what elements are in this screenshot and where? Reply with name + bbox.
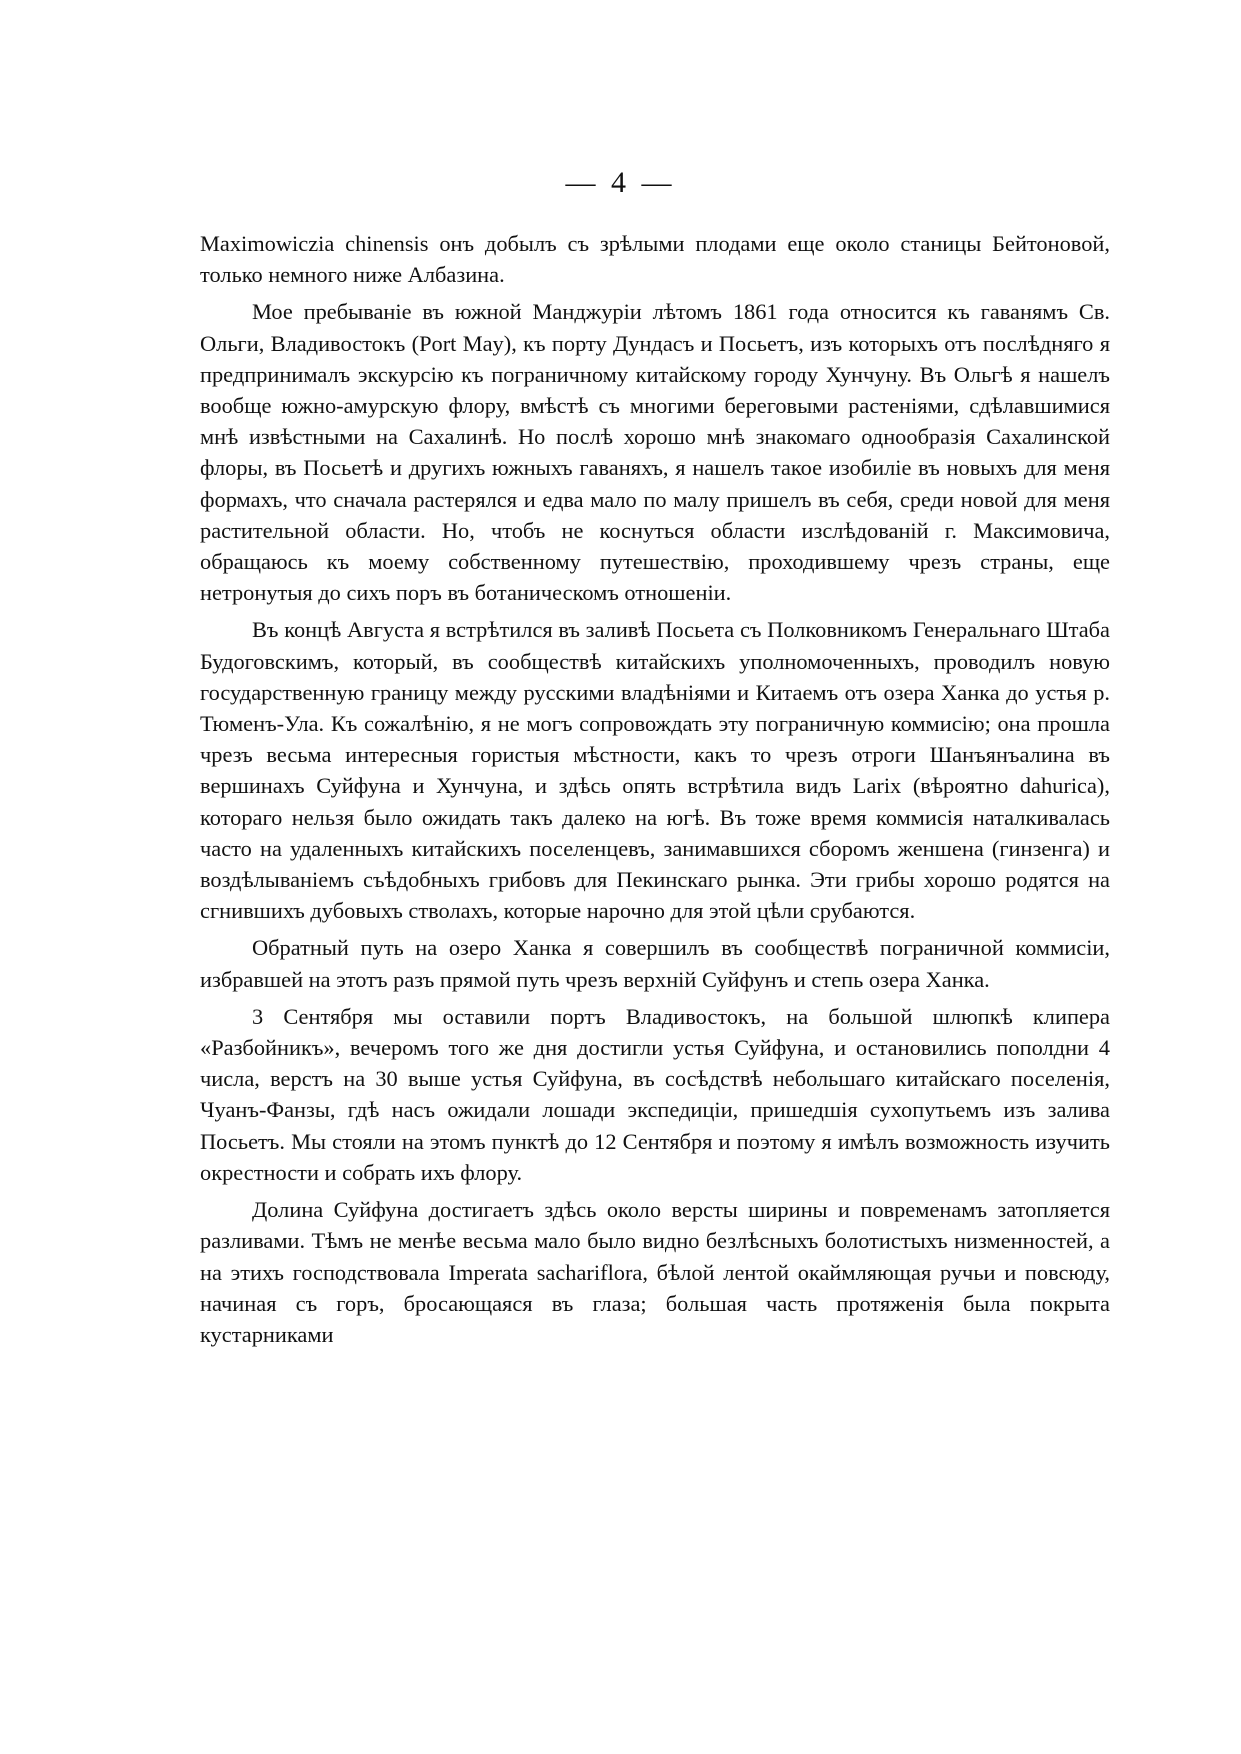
paragraph-2: Мое пребываніе въ южной Манджуріи лѣтомъ 1861 года относится къ гаванямъ Св. Ольги, Владивостокъ (Port May), къ порту Дундасъ и Посьетъ, изъ которыхъ отъ послѣдняго я предпринималъ экскурсію къ пограничному китайскому городу Хунчуну. Въ Ольгѣ я нашелъ вообще южно-амурскую флору, вмѣстѣ съ многими береговыми растеніями, сдѣлавшимися мнѣ извѣстными на Сахалинѣ. Но послѣ хорошо мнѣ знакомаго однообразія Сахалинской флоры, въ Посьетѣ и другихъ южныхъ гаваняхъ, я нашелъ такое изобиліе въ новыхъ для меня формахъ, что сначала растерялся и едва мало по малу пришелъ въ себя, среди новой для меня растительной области. Но, чтобъ не коснуться области изслѣдованій г. Максимовича, обращаюсь къ моему собственному путешествію, проходившему чрезъ страны, еще нетронутыя до сихъ поръ въ ботаническомъ отношеніи. bbox=[200, 299, 1110, 606]
paragraph-4: Обратный путь на озеро Ханка я совершилъ въ сообществѣ пограничной коммисіи, избравшей на этотъ разъ прямой путь чрезъ верхній Суйфунъ и степь озера Ханка. bbox=[200, 935, 1110, 992]
paragraph-1: Maximowiczia chinensis онъ добылъ съ зрѣлыми плодами еще около станицы Бейтоновой, только немного ниже Албазина. bbox=[200, 231, 1110, 288]
paragraph-6: Долина Суйфуна достигаетъ здѣсь около версты ширины и повременамъ затопляется разливами. Тѣмъ не менѣе весьма мало было видно безлѣсныхъ болотистыхъ низменностей, а на этихъ господствовала Imperata sachariflora, бѣлой лентой окаймляющая ручьи и повсюду, начиная съ горъ, бросающаяся въ глаза; большая часть протяженія была покрыта кустарниками bbox=[200, 1197, 1110, 1347]
paragraph-5: 3 Сентября мы оставили портъ Владивостокъ, на большой шлюпкѣ клипера «Разбойникъ», вечеромъ того же дня достигли устья Суйфуна, и остановились пополдни 4 числа, верстъ на 30 выше устья Суйфуна, въ сосѣдствѣ небольшаго китайскаго поселенія, Чуанъ-Фанзы, гдѣ насъ ожидали лошади экспедиціи, пришедшія сухопутьемъ изъ залива Посьетъ. Мы стояли на этомъ пунктѣ до 12 Сентября и поэтому я имѣлъ возможность изучить окрестности и собрать ихъ флору. bbox=[200, 1003, 1110, 1185]
paragraph-3: Въ концѣ Августа я встрѣтился въ заливѣ Посьета съ Полковникомъ Генеральнаго Штаба Будоговскимъ, который, въ сообществѣ китайскихъ уполномоченныхъ, проводилъ новую государственную границу между русскими владѣніями и Китаемъ отъ озера Ханка до устья р. Тюменъ-Ула. Къ сожалѣнію, я не могъ сопровождать эту пограничную коммисію; она прошла чрезъ весьма интересныя гористыя мѣстности, какъ то чрезъ отроги Шанъянъалина въ вершинахъ Суйфуна и Хунчуна, и здѣсь опять встрѣтила видъ Larix (вѣроятно dahurica), котораго нельзя было ожидать такъ далеко на югѣ. Въ тоже время коммисія наталкивалась часто на удаленныхъ китайскихъ поселенцевъ, занимавшихся сборомъ женшена (гинзенга) и воздѣлываніемъ съѣдобныхъ грибовъ для Пекинскаго рынка. Эти грибы хорошо родятся на сгнившихъ дубовыхъ стволахъ, которые нарочно для этой цѣли срубаются. bbox=[200, 617, 1110, 924]
body-text bbox=[200, 228, 1110, 1350]
page-number: — 4 — bbox=[565, 166, 676, 199]
